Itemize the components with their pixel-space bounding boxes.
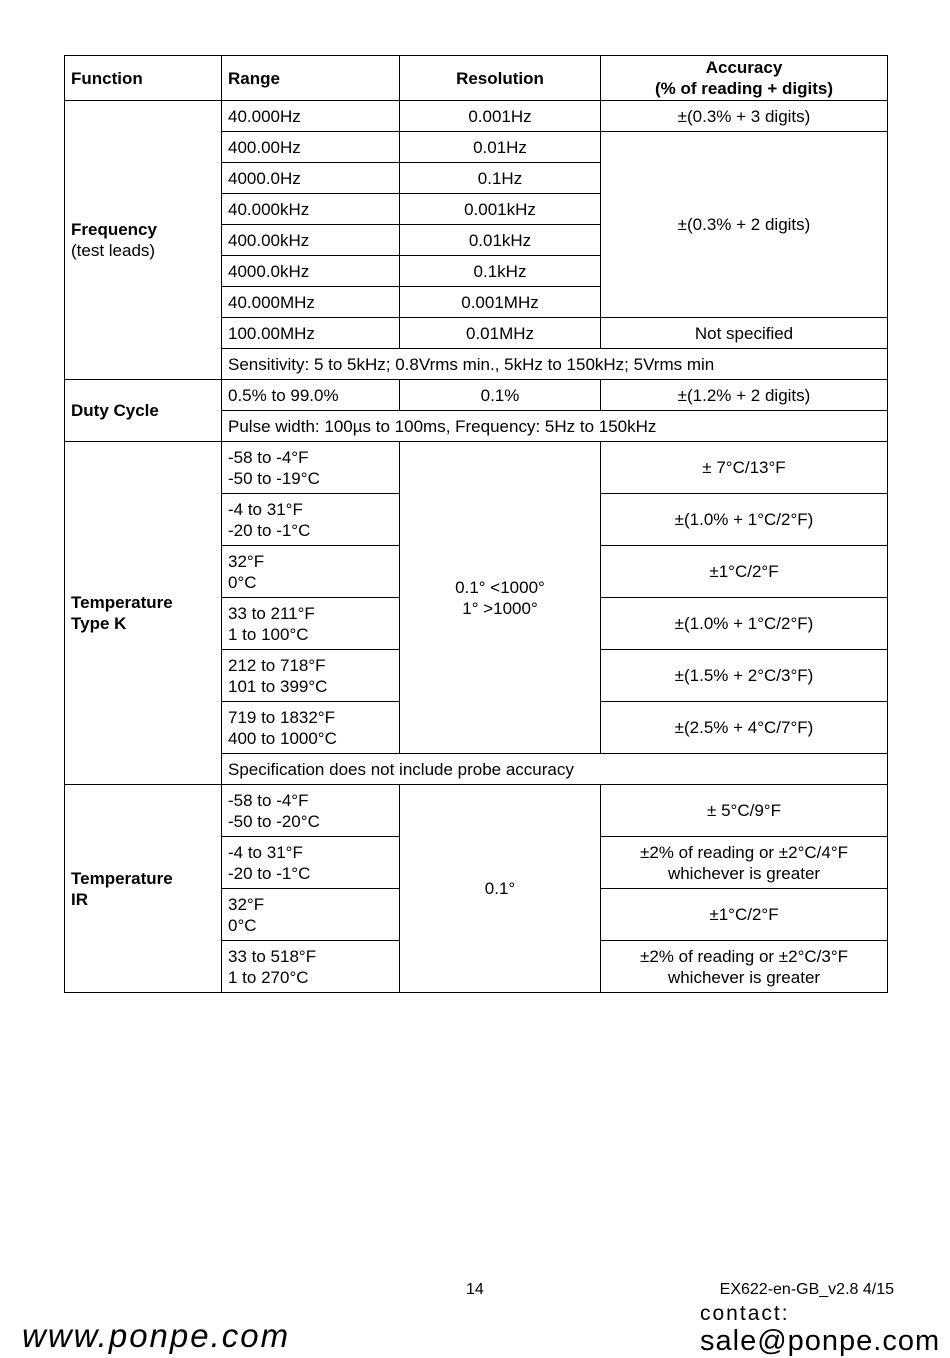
range-celsius: 1 to 100°C — [228, 624, 309, 644]
range-cell — [222, 941, 400, 993]
resolution-line2: 1° >1000° — [462, 598, 538, 618]
range-cell — [222, 442, 400, 494]
resolution-cell: 0.1Hz — [400, 163, 601, 194]
accuracy-cell: ±(0.3% + 3 digits) — [601, 101, 888, 132]
range-cell — [222, 494, 400, 546]
header-accuracy-line1: Accuracy — [705, 58, 783, 77]
accuracy-cell: ±(1.5% + 2°C/3°F) — [601, 650, 888, 702]
header-row — [65, 56, 888, 101]
range-celsius: 400 to 1000°C — [228, 728, 337, 748]
range-celsius: -20 to -1°C — [228, 520, 311, 540]
accuracy-cell: ±(1.2% + 2 digits) — [601, 380, 888, 411]
resolution-cell: 0.1% — [400, 380, 601, 411]
range-cell: 100.00MHz — [222, 318, 400, 349]
range-cell: 4000.0Hz — [222, 163, 400, 194]
range-cell — [222, 546, 400, 598]
table-row — [65, 101, 888, 132]
accuracy-cell — [601, 837, 888, 889]
range-cell: 400.00Hz — [222, 132, 400, 163]
function-frequency — [65, 101, 222, 380]
contact-label: contact: — [700, 1302, 790, 1325]
page-number: 14 — [466, 1281, 484, 1298]
function-name: Frequency — [71, 220, 157, 239]
range-fahrenheit: 212 to 718°F — [228, 655, 326, 675]
accuracy-cell-group: ±(0.3% + 2 digits) — [601, 132, 888, 318]
accuracy-cell: ±(1.0% + 1°C/2°F) — [601, 494, 888, 546]
range-fahrenheit: -58 to -4°F — [228, 447, 309, 467]
range-celsius: 0°C — [228, 915, 257, 935]
note-cell: Pulse width: 100µs to 100ms, Frequency: 5Hz to 150kHz — [222, 411, 888, 442]
accuracy-cell: ±(1.0% + 1°C/2°F) — [601, 598, 888, 650]
accuracy-line1: ±1°C/2°F — [709, 905, 779, 924]
function-temperature-type-k — [65, 442, 222, 785]
range-cell — [222, 785, 400, 837]
resolution-cell: 0.001kHz — [400, 194, 601, 225]
range-celsius: -50 to -19°C — [228, 468, 320, 488]
website-link[interactable]: www.ponpe.com — [22, 1317, 291, 1354]
function-name-line2: IR — [71, 889, 88, 909]
document-id: EX622-en-GB_v2.8 4/15 — [719, 1281, 894, 1298]
accuracy-cell: Not specified — [601, 318, 888, 349]
header-resolution: Resolution — [400, 56, 601, 101]
range-fahrenheit: 33 to 518°F — [228, 946, 317, 966]
range-fahrenheit: 33 to 211°F — [228, 603, 315, 623]
range-fahrenheit: 32°F — [228, 894, 265, 914]
header-function: Function — [65, 56, 222, 101]
range-cell — [222, 702, 400, 754]
range-celsius: 0°C — [228, 572, 257, 592]
range-fahrenheit: -58 to -4°F — [228, 790, 309, 810]
resolution-cell-group: 0.1° — [400, 785, 601, 993]
range-cell: 40.000MHz — [222, 287, 400, 318]
function-name: Temperature — [71, 593, 173, 612]
function-name-line2: Type K — [71, 614, 127, 633]
resolution-cell: 0.01kHz — [400, 225, 601, 256]
range-cell — [222, 837, 400, 889]
accuracy-cell: ±1°C/2°F — [601, 546, 888, 598]
function-name: Temperature — [71, 868, 173, 888]
range-cell: 40.000Hz — [222, 101, 400, 132]
resolution-cell: 0.01MHz — [400, 318, 601, 349]
range-fahrenheit: 32°F — [228, 551, 265, 571]
spec-table — [64, 55, 888, 993]
resolution-cell: 0.001MHz — [400, 287, 601, 318]
range-fahrenheit: -4 to 31°F — [228, 499, 303, 519]
resolution-cell: 0.1kHz — [400, 256, 601, 287]
header-range: Range — [222, 56, 400, 101]
accuracy-cell — [601, 785, 888, 837]
contact-email[interactable]: sale@ponpe.com — [700, 1325, 941, 1357]
accuracy-line1: ±2% of reading or ±2°C/3°F — [639, 946, 849, 966]
accuracy-line2: whichever is greater — [667, 863, 821, 883]
range-cell — [222, 889, 400, 941]
accuracy-cell: ± 7°C/13°F — [601, 442, 888, 494]
accuracy-line2: whichever is greater — [667, 967, 821, 987]
range-cell: 0.5% to 99.0% — [222, 380, 400, 411]
header-accuracy-line2: (% of reading + digits) — [654, 79, 834, 98]
range-fahrenheit: 719 to 1832°F — [228, 707, 335, 727]
range-fahrenheit: -4 to 31°F — [228, 842, 303, 862]
accuracy-line1: ±2% of reading or ±2°C/4°F — [639, 842, 849, 862]
note-cell: Specification does not include probe accuracy — [222, 754, 888, 785]
range-celsius: -50 to -20°C — [228, 811, 320, 831]
range-cell — [222, 650, 400, 702]
function-duty-cycle — [65, 380, 222, 442]
note-cell: Sensitivity: 5 to 5kHz; 0.8Vrms min., 5kHz to 150kHz; 5Vrms min — [222, 349, 888, 380]
range-celsius: 101 to 399°C — [228, 676, 328, 696]
resolution-cell: 0.01Hz — [400, 132, 601, 163]
resolution-cell-group — [400, 442, 601, 754]
range-cell: 40.000kHz — [222, 194, 400, 225]
resolution-line1: 0.1° <1000° — [455, 577, 545, 597]
header-accuracy — [601, 56, 888, 101]
function-subtitle: (test leads) — [71, 241, 156, 260]
function-name: Duty Cycle — [71, 401, 159, 420]
resolution-cell: 0.001Hz — [400, 101, 601, 132]
accuracy-cell — [601, 889, 888, 941]
accuracy-cell — [601, 941, 888, 993]
function-temperature-ir — [65, 785, 222, 993]
accuracy-cell: ±(2.5% + 4°C/7°F) — [601, 702, 888, 754]
range-celsius: -20 to -1°C — [228, 863, 311, 883]
table-row — [65, 442, 888, 494]
range-cell — [222, 598, 400, 650]
range-cell: 4000.0kHz — [222, 256, 400, 287]
range-celsius: 1 to 270°C — [228, 967, 309, 987]
accuracy-line1: ± 5°C/9°F — [707, 801, 781, 820]
table-row — [65, 785, 888, 837]
table-row — [65, 380, 888, 411]
range-cell: 400.00kHz — [222, 225, 400, 256]
